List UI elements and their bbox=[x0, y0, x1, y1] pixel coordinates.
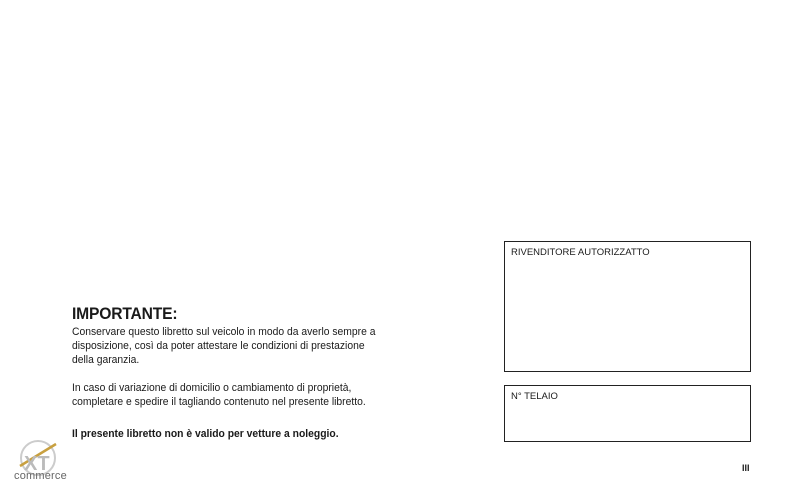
important-title: IMPORTANTE: bbox=[72, 304, 178, 323]
paragraph-2-line-2: completare e spedire il tagliando contenuto nel presente libretto. bbox=[72, 396, 366, 408]
page-number: III bbox=[742, 463, 750, 473]
dealer-label: RIVENDITORE AUTORIZZATTO bbox=[511, 247, 650, 258]
logo-mark: XT bbox=[24, 453, 50, 475]
logo-text: commerce bbox=[14, 470, 67, 482]
dealer-box bbox=[504, 241, 751, 372]
rental-notice: Il presente libretto non è valido per vetture a noleggio. bbox=[72, 428, 339, 440]
chassis-number-box bbox=[504, 385, 751, 442]
important-section bbox=[72, 305, 402, 441]
paragraph-1-line-1: Conservare questo libretto sul veicolo in modo da averlo sempre a bbox=[72, 326, 376, 338]
paragraph-2-line-1: In caso di variazione di domicilio o cambiamento di proprietà, bbox=[72, 382, 352, 394]
xt-commerce-logo bbox=[10, 436, 72, 486]
chassis-label: N° TELAIO bbox=[511, 391, 558, 402]
paragraph-1-line-2: disposizione, così da poter attestare le condizioni di prestazione bbox=[72, 340, 365, 352]
paragraph-1-line-3: della garanzia. bbox=[72, 354, 140, 366]
